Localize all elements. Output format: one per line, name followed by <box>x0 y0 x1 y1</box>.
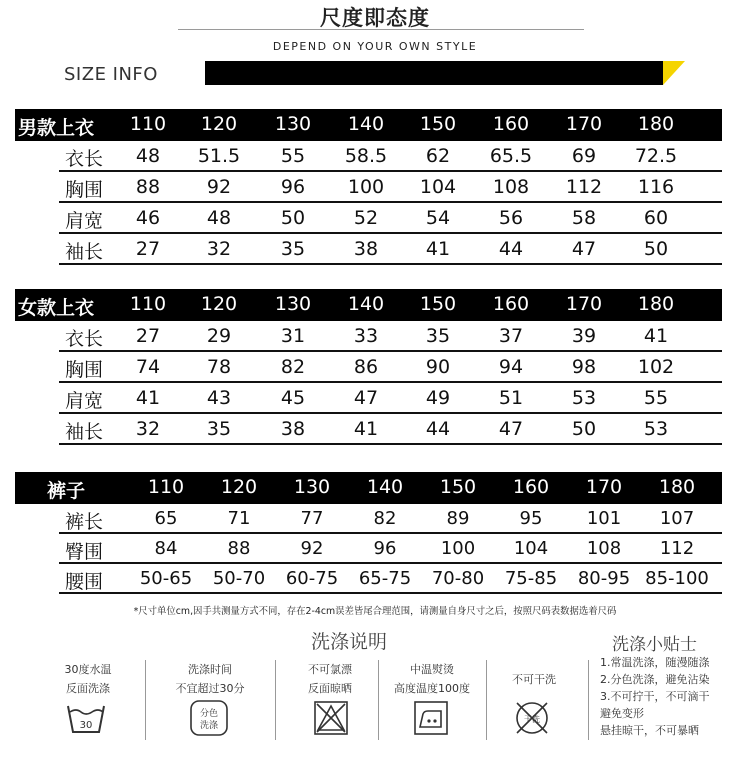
care-item-line2: 反面晾晒 <box>308 682 352 695</box>
size-header-cell: 110 <box>129 293 167 315</box>
table-cell: 71 <box>227 508 251 529</box>
table-row <box>59 141 722 172</box>
table-cell: 77 <box>300 508 324 529</box>
tips-title: 洗涤小贴士 <box>612 635 697 655</box>
size-table-header <box>15 109 722 141</box>
table-cell: 58 <box>571 207 597 229</box>
table-cell: 50 <box>643 238 669 260</box>
size-header-cell: 170 <box>585 476 623 498</box>
table-cell: 52 <box>353 207 379 229</box>
size-info-label: SIZE INFO <box>64 64 158 85</box>
size-header-cell: 180 <box>637 113 675 135</box>
care-item-line2: 不宜超过30分 <box>175 682 245 695</box>
table-cell: 108 <box>586 538 622 559</box>
table-cell: 58.5 <box>344 145 388 167</box>
table-row <box>59 504 722 534</box>
no-dry-clean-icon-text: 干洗 <box>524 715 540 724</box>
table-cell: 92 <box>300 538 324 559</box>
table-cell: 100 <box>347 176 385 198</box>
table-cell: 116 <box>637 176 675 198</box>
table-cell: 50-70 <box>212 568 266 589</box>
table-cell: 102 <box>637 356 675 378</box>
table-cell: 56 <box>498 207 524 229</box>
table-cell: 37 <box>498 325 524 347</box>
table-cell: 48 <box>206 207 232 229</box>
care-item-line1: 不可干洗 <box>512 673 556 686</box>
size-header-cell: 140 <box>347 293 385 315</box>
size-header-cell: 160 <box>492 113 530 135</box>
table-row <box>59 203 722 234</box>
size-table-title: 男款上衣 <box>18 117 95 139</box>
table-cell: 112 <box>659 538 695 559</box>
table-cell: 54 <box>425 207 451 229</box>
table-cell: 69 <box>571 145 597 167</box>
table-cell: 55 <box>280 145 306 167</box>
row-label: 袖长 <box>65 421 104 443</box>
care-separator <box>588 660 589 740</box>
row-label: 腰围 <box>65 571 104 593</box>
table-cell: 96 <box>280 176 306 198</box>
table-cell: 29 <box>206 325 232 347</box>
iron-icon <box>413 700 449 736</box>
table-cell: 31 <box>280 325 306 347</box>
table-cell: 88 <box>135 176 161 198</box>
table-row <box>59 534 722 564</box>
care-item-line1: 不可氯漂 <box>308 663 352 676</box>
row-label: 臀围 <box>65 541 104 563</box>
care-separator <box>378 660 379 740</box>
row-label: 衣长 <box>65 328 104 350</box>
table-cell: 60 <box>643 207 669 229</box>
care-item-line2: 高度温度100度 <box>394 682 470 695</box>
size-header-cell: 120 <box>220 476 258 498</box>
title-divider <box>178 29 584 30</box>
table-cell: 45 <box>280 387 306 409</box>
size-table-header <box>15 472 722 504</box>
care-separator <box>275 660 276 740</box>
wash-time-icon-text-2: 洗涤 <box>199 721 219 731</box>
table-row <box>59 564 722 594</box>
no-bleach-icon <box>313 700 349 736</box>
table-cell: 82 <box>373 508 397 529</box>
table-cell: 96 <box>373 538 397 559</box>
table-cell: 89 <box>446 508 470 529</box>
size-header-cell: 180 <box>637 293 675 315</box>
care-separator <box>145 660 146 740</box>
tip-line: 避免变形 <box>600 707 644 720</box>
table-cell: 94 <box>498 356 524 378</box>
care-item-line2: 反面洗涤 <box>66 682 110 695</box>
size-header-cell: 150 <box>419 113 457 135</box>
table-cell: 112 <box>565 176 603 198</box>
measurement-note: *尺寸单位cm,因手共测量方式不同，存在2-4cm误差皆尾合理范围，请测量自身尺寸之后，按照尺码表数据选着尺码 <box>133 606 617 617</box>
table-cell: 53 <box>571 387 597 409</box>
table-cell: 60-75 <box>285 568 339 589</box>
table-cell: 78 <box>206 356 232 378</box>
table-cell: 90 <box>425 356 451 378</box>
table-cell: 101 <box>586 508 622 529</box>
table-cell: 65-75 <box>358 568 412 589</box>
table-row <box>59 321 722 352</box>
table-cell: 104 <box>513 538 549 559</box>
table-cell: 88 <box>227 538 251 559</box>
table-cell: 72.5 <box>634 145 678 167</box>
care-separator <box>486 660 487 740</box>
size-header-cell: 140 <box>347 113 385 135</box>
tip-line: 1.常温洗涤，随漫随涤 <box>600 656 710 669</box>
wash-30-icon-text: 30 <box>79 720 93 731</box>
size-header-cell: 110 <box>129 113 167 135</box>
table-cell: 35 <box>280 238 306 260</box>
size-header-cell: 170 <box>565 293 603 315</box>
table-cell: 38 <box>280 418 306 440</box>
table-cell: 41 <box>643 325 669 347</box>
size-header-cell: 170 <box>565 113 603 135</box>
row-label: 裤长 <box>65 511 104 533</box>
table-cell: 70-80 <box>431 568 485 589</box>
size-header-cell: 150 <box>419 293 457 315</box>
table-cell: 50 <box>571 418 597 440</box>
table-row <box>59 172 722 203</box>
table-cell: 46 <box>135 207 161 229</box>
table-cell: 74 <box>135 356 161 378</box>
row-label: 衣长 <box>65 148 104 170</box>
table-cell: 108 <box>492 176 530 198</box>
care-item-line1: 中温熨烫 <box>410 663 454 676</box>
size-header-cell: 130 <box>293 476 331 498</box>
table-cell: 35 <box>206 418 232 440</box>
table-cell: 38 <box>353 238 379 260</box>
size-header-cell: 120 <box>200 113 238 135</box>
table-cell: 48 <box>135 145 161 167</box>
size-table-title: 裤子 <box>47 480 86 502</box>
size-header-cell: 180 <box>658 476 696 498</box>
care-item-line1: 30度水温 <box>64 663 112 676</box>
table-cell: 53 <box>643 418 669 440</box>
table-cell: 32 <box>206 238 232 260</box>
table-cell: 51.5 <box>197 145 241 167</box>
decorative-yellow-accent <box>663 61 685 85</box>
table-cell: 80-95 <box>577 568 631 589</box>
size-table-title: 女款上衣 <box>18 297 95 319</box>
size-header-cell: 160 <box>512 476 550 498</box>
table-cell: 32 <box>135 418 161 440</box>
table-cell: 41 <box>425 238 451 260</box>
table-cell: 35 <box>425 325 451 347</box>
table-cell: 65.5 <box>489 145 533 167</box>
page-subtitle: DEPEND ON YOUR OWN STYLE <box>272 40 478 53</box>
table-cell: 84 <box>154 538 178 559</box>
row-divider <box>59 443 722 445</box>
table-cell: 44 <box>498 238 524 260</box>
size-table-header <box>15 289 722 321</box>
size-header-cell: 160 <box>492 293 530 315</box>
table-cell: 43 <box>206 387 232 409</box>
table-cell: 62 <box>425 145 451 167</box>
table-row <box>59 352 722 383</box>
size-header-cell: 140 <box>366 476 404 498</box>
wash-time-icon <box>189 699 229 737</box>
table-cell: 55 <box>643 387 669 409</box>
size-header-cell: 130 <box>274 293 312 315</box>
table-cell: 100 <box>440 538 476 559</box>
table-cell: 95 <box>519 508 543 529</box>
tip-line: 悬挂晾干，不可暴晒 <box>600 724 699 737</box>
table-cell: 39 <box>571 325 597 347</box>
table-cell: 33 <box>353 325 379 347</box>
table-cell: 47 <box>571 238 597 260</box>
row-divider <box>59 592 722 594</box>
table-cell: 82 <box>280 356 306 378</box>
size-header-cell: 150 <box>439 476 477 498</box>
size-header-cell: 130 <box>274 113 312 135</box>
row-divider <box>59 263 722 265</box>
tip-line: 3.不可拧干，不可滴干 <box>600 690 710 703</box>
table-cell: 50 <box>280 207 306 229</box>
page-title: 尺度即态度 <box>320 6 430 30</box>
row-label: 肩宽 <box>65 210 104 232</box>
wash-30-icon <box>66 702 106 736</box>
table-row <box>59 414 722 445</box>
wash-time-icon-text-1: 分色 <box>199 709 219 719</box>
table-cell: 27 <box>135 238 161 260</box>
no-dry-clean-icon <box>512 698 552 738</box>
table-cell: 44 <box>425 418 451 440</box>
table-cell: 41 <box>135 387 161 409</box>
table-row <box>59 234 722 265</box>
table-cell: 47 <box>353 387 379 409</box>
table-cell: 86 <box>353 356 379 378</box>
row-label: 胸围 <box>65 359 104 381</box>
table-cell: 65 <box>154 508 178 529</box>
table-cell: 107 <box>659 508 695 529</box>
care-item-line1: 洗涤时间 <box>188 663 232 676</box>
table-cell: 50-65 <box>139 568 193 589</box>
table-cell: 104 <box>419 176 457 198</box>
table-row <box>59 383 722 414</box>
row-label: 袖长 <box>65 241 104 263</box>
table-cell: 49 <box>425 387 451 409</box>
table-cell: 75-85 <box>504 568 558 589</box>
decorative-black-bar <box>205 61 663 85</box>
table-cell: 98 <box>571 356 597 378</box>
row-label: 肩宽 <box>65 390 104 412</box>
size-header-cell: 120 <box>200 293 238 315</box>
tip-line: 2.分色洗涤，避免沾染 <box>600 673 710 686</box>
care-title: 洗涤说明 <box>311 631 388 653</box>
table-cell: 41 <box>353 418 379 440</box>
row-label: 胸围 <box>65 179 104 201</box>
size-header-cell: 110 <box>147 476 185 498</box>
table-cell: 51 <box>498 387 524 409</box>
table-cell: 85-100 <box>645 568 709 589</box>
table-cell: 92 <box>206 176 232 198</box>
table-cell: 27 <box>135 325 161 347</box>
care-tips <box>600 654 750 739</box>
table-cell: 47 <box>498 418 524 440</box>
